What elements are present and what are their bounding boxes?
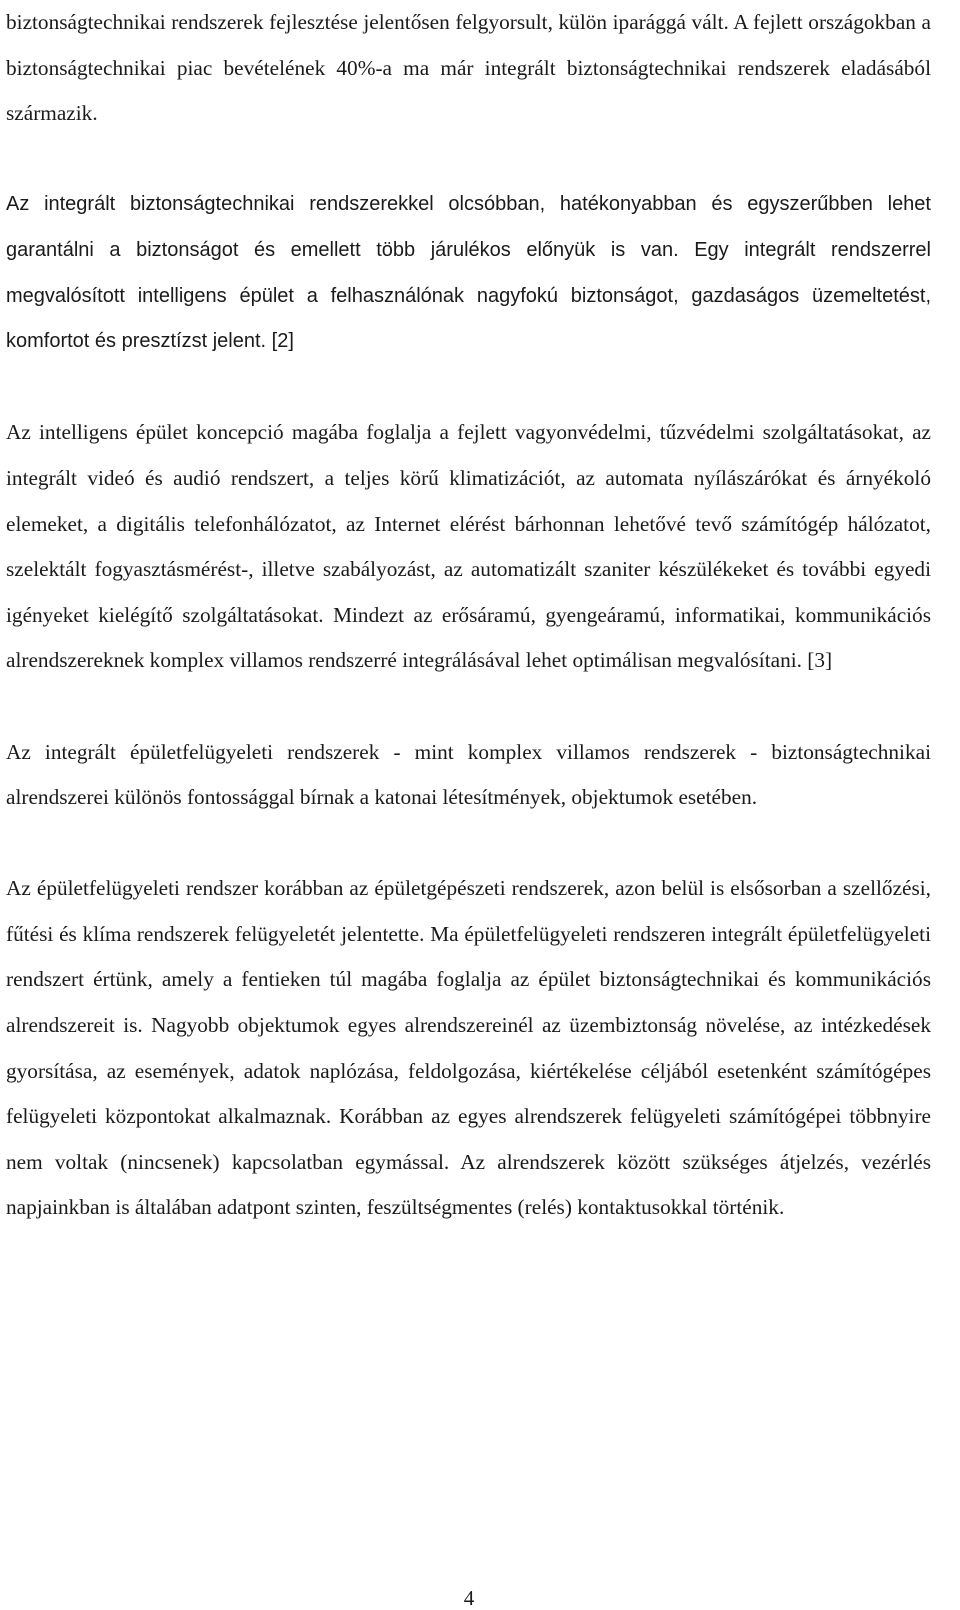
paragraph-1: biztonságtechnikai rendszerek fejlesztése jelentősen felgyorsult, külön iparággá vált. A fejlett országokban a biztonságtechnikai piac bevételének 40%-a ma már integrált biztonságtechnikai rendszerek eladásából származik. (6, 10, 931, 126)
paragraph-3: Az intelligens épület koncepció magába foglalja a fejlett vagyonvédelmi, tűzvédelmi szolgáltatásokat, az integrált videó és audió rendszert, a teljes körű klimatizációt, az automata nyílászárókat és árnyékoló elemeket, a digitális telefonhálózatot, az Internet elérést bárhonnan lehetővé tevő számítógép hálózatot, szelektált fogyasztásmérést-, illetve szabályozást, az automatizált szaniter készülékeket és további egyedi igényeket kielégítő szolgáltatásokat. Mindezt az erősáramú, gyengeáramú, informatikai, kommunikációs alrendszereknek komplex villamos rendszerré integrálásával lehet optimálisan megvalósítani. [3] (6, 420, 931, 673)
document-page (6, 0, 931, 1231)
page-number: 4 (463, 1586, 475, 1610)
paragraph-5: Az épületfelügyeleti rendszer korábban az épületgépészeti rendszerek, azon belül is elsősorban a szellőzési, fűtési és klíma rendszerek felügyeletét jelentette. Ma épületfelügyeleti rendszeren integrált épületfelügyeleti rendszert értünk, amely a fentieken túl magába foglalja az épület biztonságtechnikai és kommunikációs alrendszereit is. Nagyobb objektumok egyes alrendszereinél az üzembiztonság növelése, az intézkedések gyorsítása, az események, adatok naplózása, feldolgozása, kiértékelése céljából esetenként számítógépes felügyeleti központokat alkalmaznak. Korábban az egyes alrendszerek felügyeleti számítógépei többnyire nem voltak (nincsenek) kapcsolatban egymással. Az alrendszerek között szükséges átjelzés, vezérlés napjainkban is általában adatpont szinten, feszültségmentes (relés) kontaktusokkal történik. (6, 876, 931, 1220)
paragraph-4: Az integrált épületfelügyeleti rendszerek - mint komplex villamos rendszerek - biztonságtechnikai alrendszerei különös fontossággal bírnak a katonai létesítmények, objektumok esetében. (6, 739, 931, 810)
paragraph-2: Az integrált biztonságtechnikai rendszerekkel olcsóbban, hatékonyabban és egyszerűbben lehet garantálni a biztonságot és emellett több járulékos előnyük is van. Egy integrált rendszerrel megvalósított intelligens épület a felhasználónak nagyfokú biztonságot, gazdaságos üzemeltetést, komfortot és presztízst jelent. [2] (6, 193, 931, 353)
